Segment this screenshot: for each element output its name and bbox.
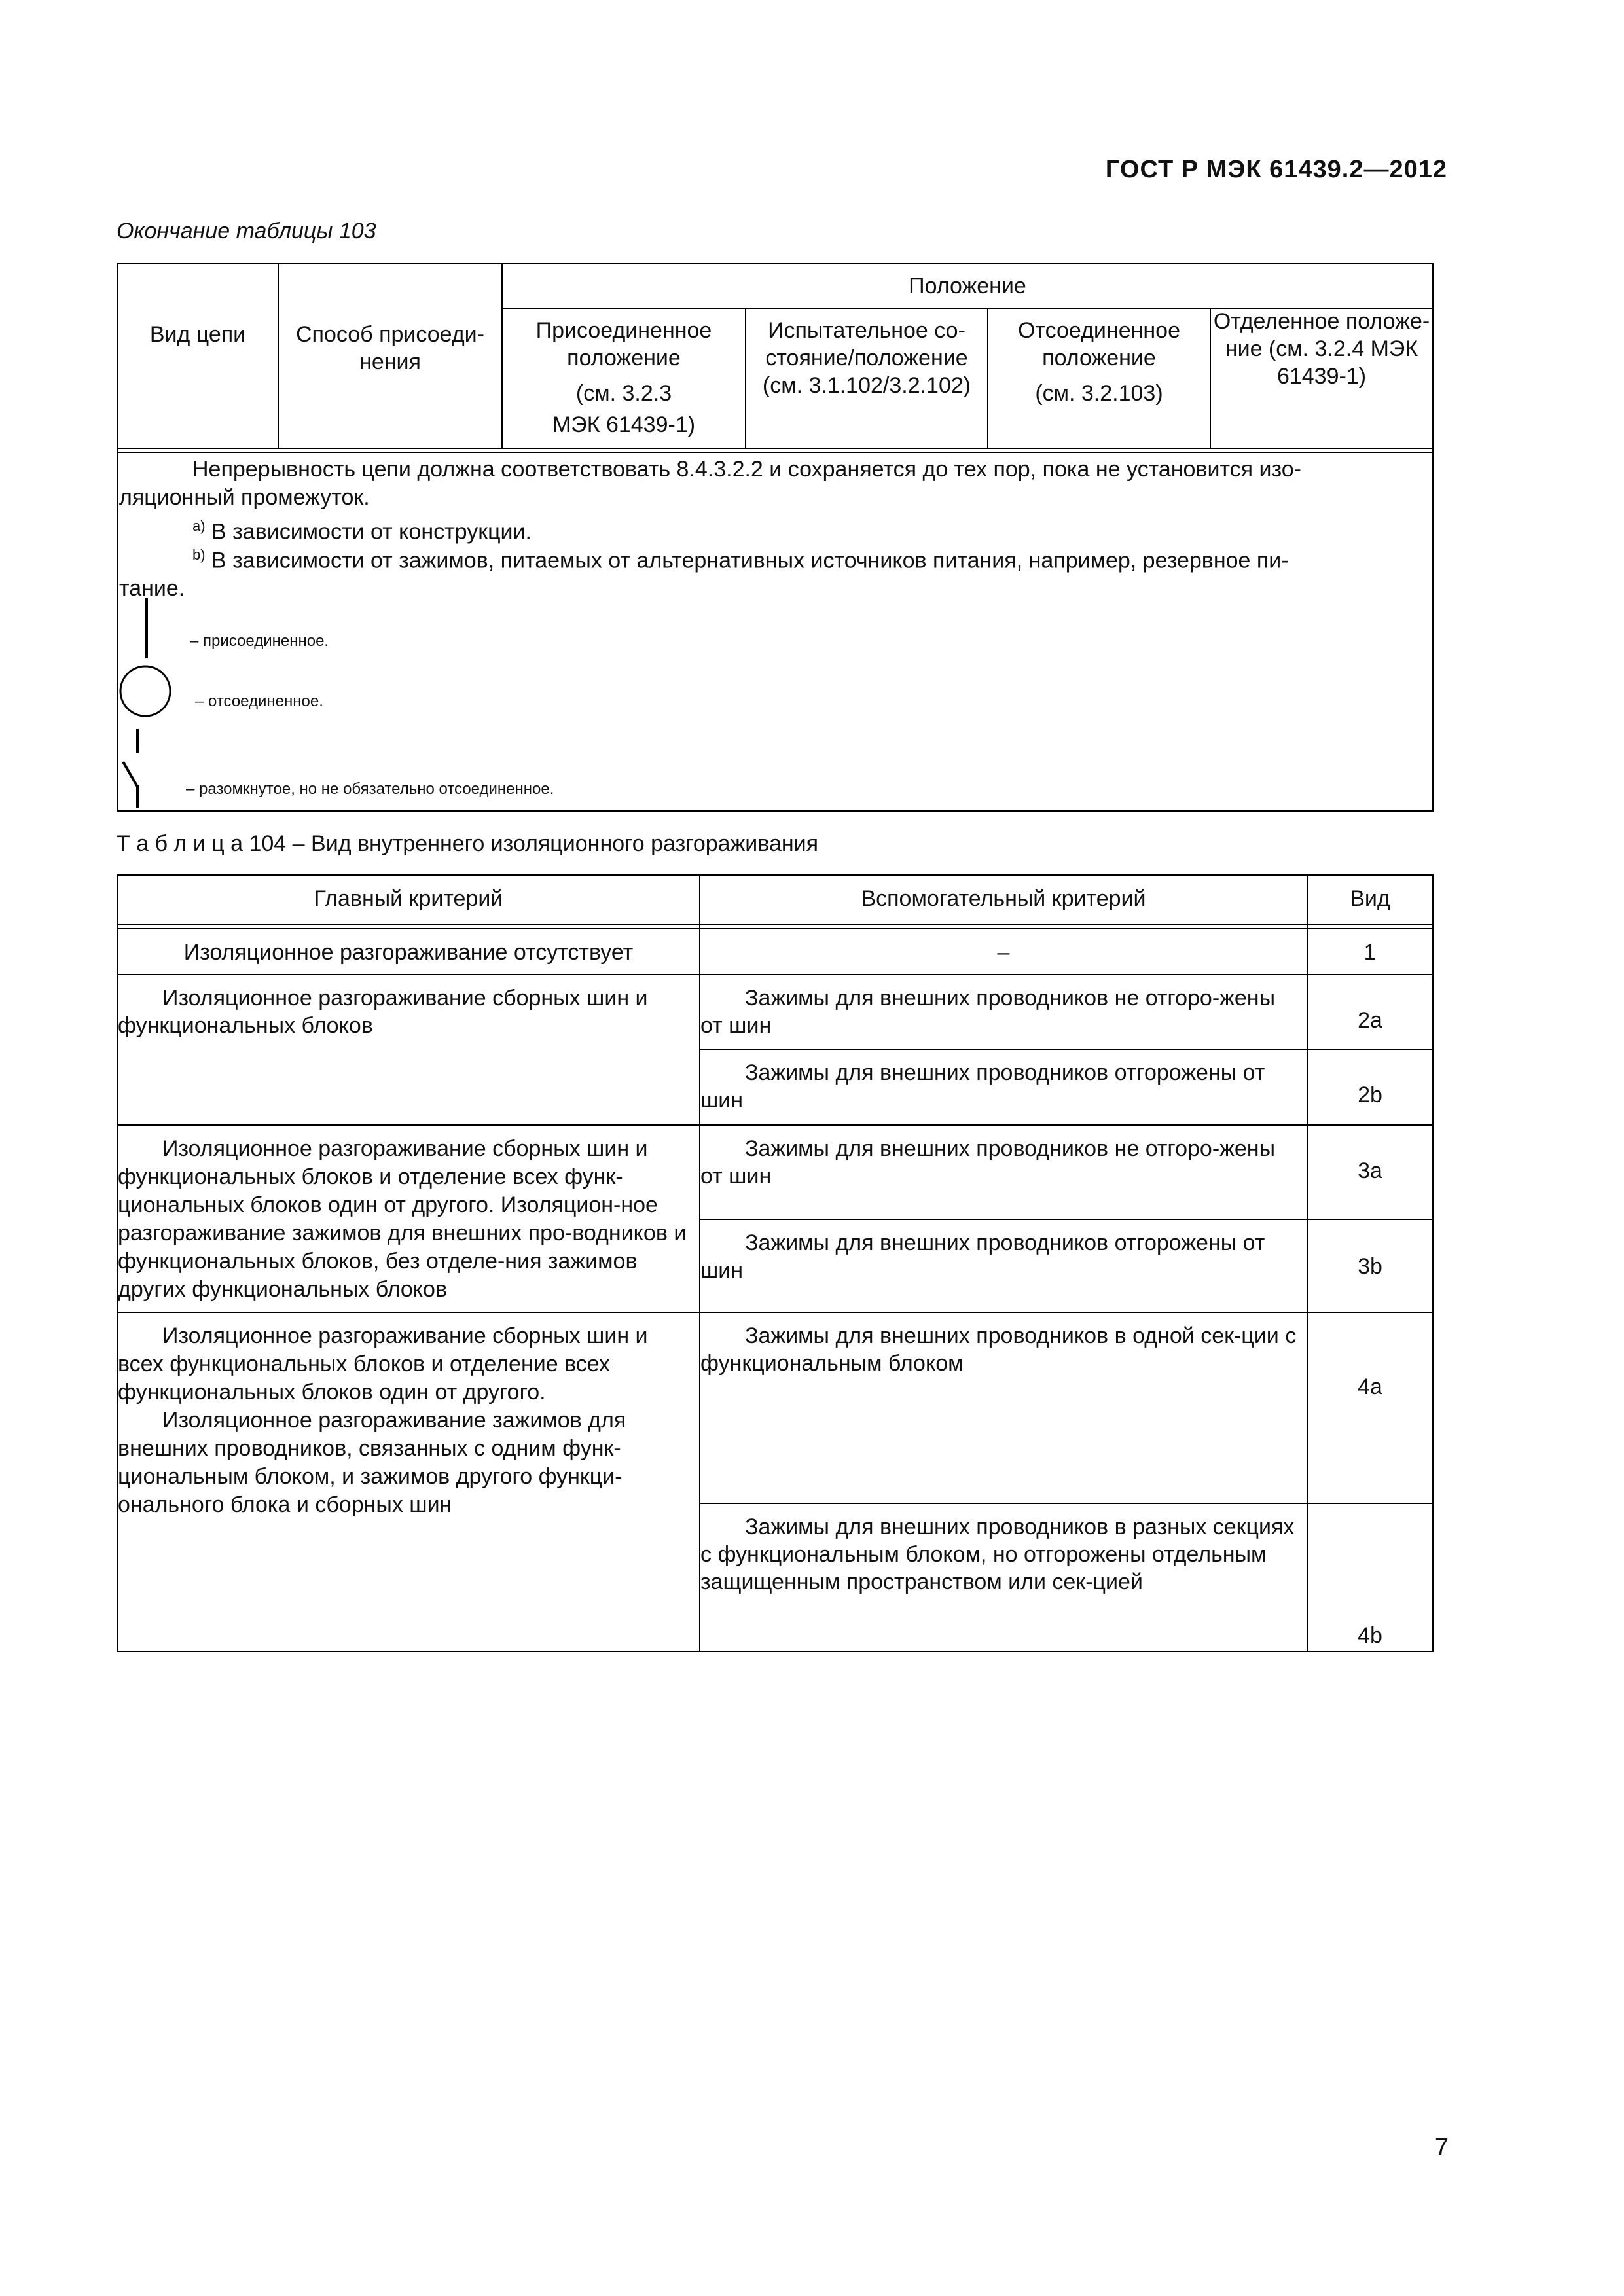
col-connection-method: Способ присоеди- нения (295, 322, 484, 374)
row3-main: Изоляционное разгораживание сборных шин и функциональных блоков и отделение всех функ-циональных блоков один от другого. Изоляцион-ное разгораживание зажимов для внешних про-водников и функциональных блоков, без отделе-ния зажимов других функциональных блоков (118, 1136, 687, 1302)
row3a-aux: Зажимы для внешних проводников не отгоро-жены от шин (700, 1136, 1276, 1189)
row2b-type: 2b (1358, 1083, 1382, 1107)
row2-main: Изоляционное разгораживание сборных шин и функциональных блоков (118, 986, 648, 1038)
row4a-aux: Зажимы для внешних проводников в одной сек-ции с функциональным блоком (700, 1323, 1297, 1376)
row3a-type: 3a (1358, 1158, 1382, 1183)
table-104-caption: Т а б л и ц а 104 – Вид внутреннего изоляционного разгораживания (117, 831, 819, 856)
vertical-line-icon (137, 597, 157, 660)
row1-main: Изоляционное разгораживание отсутствует (183, 940, 634, 965)
row2a-aux: Зажимы для внешних проводников не отгоро-жены от шин (700, 986, 1276, 1038)
row2a-type: 2a (1358, 1008, 1382, 1033)
legend-label-connected: – присоединенное. (190, 632, 329, 650)
row4a-type: 4a (1358, 1374, 1382, 1399)
footnote-b: $^{b)}$ В зависимости от зажимов, питаемых от альтернативных источников питания, например, резервное пи- тание. (119, 547, 1289, 601)
col-position-test: Испытательное со- стояние/положение (см. 3.1.102/3.2.102) (762, 318, 971, 398)
col-position-disconnected: Отсоединенное положение (см. 3.2.103) (1018, 318, 1180, 406)
document-standard-header: ГОСТ Р МЭК 61439.2—2012 (1105, 156, 1447, 183)
col-group-position: Положение (909, 274, 1026, 298)
row4b-aux: Зажимы для внешних проводников в разных секциях с функциональным блоком, но отгорожены отдельным защищенным пространством или сек-цией (700, 1515, 1295, 1594)
row3b-aux: Зажимы для внешних проводников отгорожены от шин (700, 1230, 1265, 1283)
row1-aux: – (997, 940, 1010, 965)
row4-main: Изоляционное разгораживание сборных шин и всех функциональных блоков и отделение всех функциональных блоков один от другого. Изоляционное разгораживание зажимов для внешних проводников, связанных с одним функ-циональным блоком, и зажимов другого функци-онального блока и сборных шин (118, 1323, 648, 1517)
table-continuation-label: Окончание таблицы 103 (117, 219, 376, 243)
row4b-type: 4b (1358, 1623, 1382, 1648)
row1-type: 1 (1363, 940, 1377, 965)
col-type: Вид (1350, 886, 1390, 911)
note-continuity: Непрерывность цепи должна соответствовать 8.4.3.2.2 и сохраняется до тех пор, пока не установится изо- ляционный промежуток. (119, 457, 1301, 510)
col-position-separated: Отделенное положе- ние (см. 3.2.4 МЭК 61439-1) (1213, 309, 1430, 389)
legend-label-open: – разомкнутое, но не обязательно отсоединенное. (186, 780, 554, 798)
footnote-a: $^{a)}$ В зависимости от конструкции. (192, 518, 532, 545)
col-main-criterion: Главный критерий (314, 886, 503, 911)
circle-icon (118, 664, 174, 720)
legend-label-disconnected: – отсоединенное. (195, 692, 323, 710)
row2b-aux: Зажимы для внешних проводников отгорожены от шин (700, 1060, 1265, 1113)
col-circuit-type: Вид цепи (149, 322, 246, 347)
col-position-connected: Присоединенное положение (см. 3.2.3 МЭК 61439-1) (535, 318, 712, 437)
page-number: 7 (1434, 2134, 1449, 2161)
row3b-type: 3b (1358, 1254, 1382, 1279)
open-switch-icon (119, 728, 145, 809)
col-aux-criterion: Вспомогательный критерий (861, 886, 1146, 911)
